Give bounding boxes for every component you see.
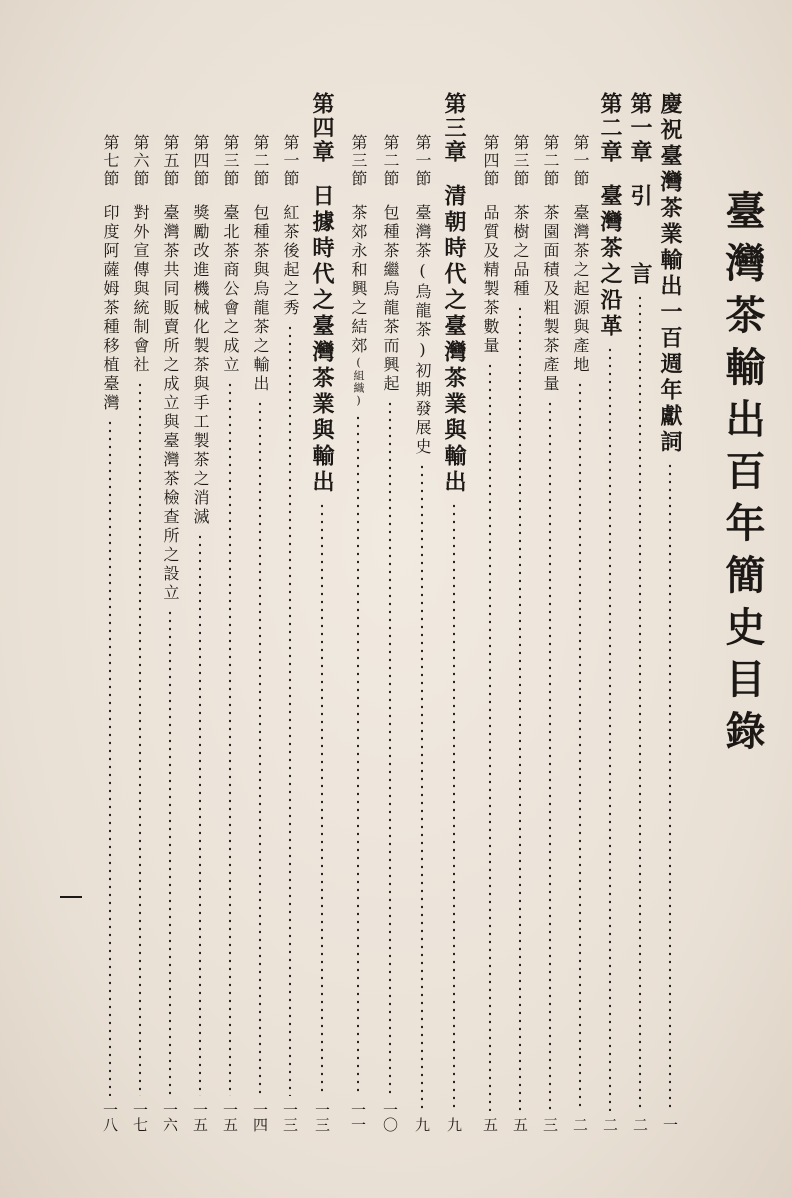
entry-label: 第三節 xyxy=(349,134,368,188)
entry-page: 一三 xyxy=(281,1102,299,1132)
dot-leader xyxy=(169,609,171,1096)
dot-leader xyxy=(357,414,359,1096)
toc-entry-section xyxy=(186,92,214,1132)
entry-text xyxy=(344,204,372,408)
dot-leader xyxy=(453,502,455,1111)
entry-text: 對外宣傳與統制會社 xyxy=(131,204,150,375)
entry-label: 第一節 xyxy=(413,134,432,188)
entry-page: 一 xyxy=(661,1117,679,1132)
page-number xyxy=(60,896,82,898)
entry-page: 二 xyxy=(631,1117,649,1132)
entry-label: 第五節 xyxy=(161,134,180,188)
entry-text: 慶祝臺灣茶業輸出一百週年獻詞 xyxy=(657,92,683,456)
entry-page: 五 xyxy=(481,1117,499,1132)
entry-text: 茶園面積及粗製茶產量 xyxy=(541,204,560,394)
entry-text-note: (組織) xyxy=(352,356,365,408)
toc-entry-section xyxy=(246,92,274,1132)
entry-label: 第二節 xyxy=(381,134,400,188)
dot-leader xyxy=(139,381,141,1096)
dot-leader xyxy=(109,419,111,1096)
entry-text: 臺灣茶之起源與產地 xyxy=(571,204,590,375)
entry-page: 三 xyxy=(541,1117,559,1132)
toc-entry-chapter-4 xyxy=(308,92,336,1132)
entry-label: 第四章 xyxy=(309,92,335,164)
toc-entry-section xyxy=(276,92,304,1132)
entry-page: 一三 xyxy=(313,1102,331,1132)
toc-entry-section xyxy=(408,92,436,1132)
toc-entry-section xyxy=(566,92,594,1132)
toc-entry-section xyxy=(156,92,184,1132)
toc-entry-section xyxy=(376,92,404,1132)
toc-entry-section xyxy=(476,92,504,1132)
entry-text: 紅茶後起之秀 xyxy=(281,204,300,318)
entry-text: 臺北茶商公會之成立 xyxy=(221,204,240,375)
entry-label: 第一節 xyxy=(281,134,300,188)
entry-label: 第一章 xyxy=(627,92,653,164)
entry-text: 臺灣茶共同販賣所之成立與臺灣茶檢查所之設立 xyxy=(161,204,180,603)
toc-entry-chapter-2 xyxy=(596,92,624,1132)
toc-entry-section xyxy=(344,92,372,1132)
toc-entry-section xyxy=(506,92,534,1132)
entry-page: 九 xyxy=(445,1117,463,1132)
entry-text: 包種茶與烏龍茶之輸出 xyxy=(251,204,270,394)
entry-text: 臺灣茶(烏龍茶)初期發展史 xyxy=(413,204,432,457)
dot-leader xyxy=(669,462,671,1111)
entry-text: 日據時代之臺灣茶業與輸出 xyxy=(309,184,335,496)
entry-page: 一四 xyxy=(251,1102,269,1132)
toc-entry-chapter-3 xyxy=(440,92,468,1132)
toc-entry-section xyxy=(96,92,124,1132)
toc-entry-dedication xyxy=(656,92,684,1132)
entry-page: 一〇 xyxy=(381,1102,399,1132)
entry-label: 第四節 xyxy=(481,134,500,188)
entry-label: 第三節 xyxy=(221,134,240,188)
dot-leader xyxy=(609,346,611,1111)
toc-entry-section xyxy=(216,92,244,1132)
entry-page: 一一 xyxy=(349,1102,367,1132)
entry-label: 第二節 xyxy=(541,134,560,188)
entry-text-main: 茶郊永和興之結郊 xyxy=(349,204,368,356)
entry-label: 第二節 xyxy=(251,134,270,188)
entry-label: 第六節 xyxy=(131,134,150,188)
entry-label: 第四節 xyxy=(191,134,210,188)
dot-leader xyxy=(289,324,291,1096)
dot-leader xyxy=(389,400,391,1096)
entry-label: 第七節 xyxy=(101,134,120,188)
entry-text: 臺灣茶之沿革 xyxy=(597,184,623,340)
toc-entry-section xyxy=(126,92,154,1132)
entry-text: 印度阿薩姆茶種移植臺灣 xyxy=(101,204,120,413)
entry-page: 一五 xyxy=(221,1102,239,1132)
entry-page: 一八 xyxy=(101,1102,119,1132)
entry-label: 第三章 xyxy=(441,92,467,164)
entry-text: 品質及精製茶數量 xyxy=(481,204,500,356)
entry-text: 包種茶繼烏龍茶而興起 xyxy=(381,204,400,394)
entry-page: 一五 xyxy=(191,1102,209,1132)
dot-leader xyxy=(199,533,201,1096)
entry-page: 五 xyxy=(511,1117,529,1132)
entry-label: 第二章 xyxy=(597,92,623,164)
dot-leader xyxy=(229,381,231,1096)
toc-entry-section xyxy=(536,92,564,1132)
toc-title: 臺灣茶輸出百年簡史目錄 xyxy=(719,190,766,762)
entry-label: 第一節 xyxy=(571,134,590,188)
entry-text: 茶樹之品種 xyxy=(511,204,530,299)
entry-page: 一六 xyxy=(161,1102,179,1132)
dot-leader xyxy=(639,294,641,1111)
entry-page: 二 xyxy=(571,1117,589,1132)
entry-page: 九 xyxy=(413,1117,431,1132)
dot-leader xyxy=(549,400,551,1111)
dot-leader xyxy=(321,502,323,1096)
entry-page: 一七 xyxy=(131,1102,149,1132)
toc-entry-chapter-1 xyxy=(626,92,654,1132)
entry-text: 獎勵改進機械化製茶與手工製茶之消滅 xyxy=(191,204,210,527)
entry-text: 引 言 xyxy=(627,184,653,288)
dot-leader xyxy=(489,362,491,1111)
dot-leader xyxy=(259,400,261,1096)
dot-leader xyxy=(421,463,423,1111)
entry-page: 二 xyxy=(601,1117,619,1132)
entry-label: 第三節 xyxy=(511,134,530,188)
entry-text: 清朝時代之臺灣茶業與輸出 xyxy=(441,184,467,496)
dot-leader xyxy=(579,381,581,1111)
dot-leader xyxy=(519,305,521,1111)
